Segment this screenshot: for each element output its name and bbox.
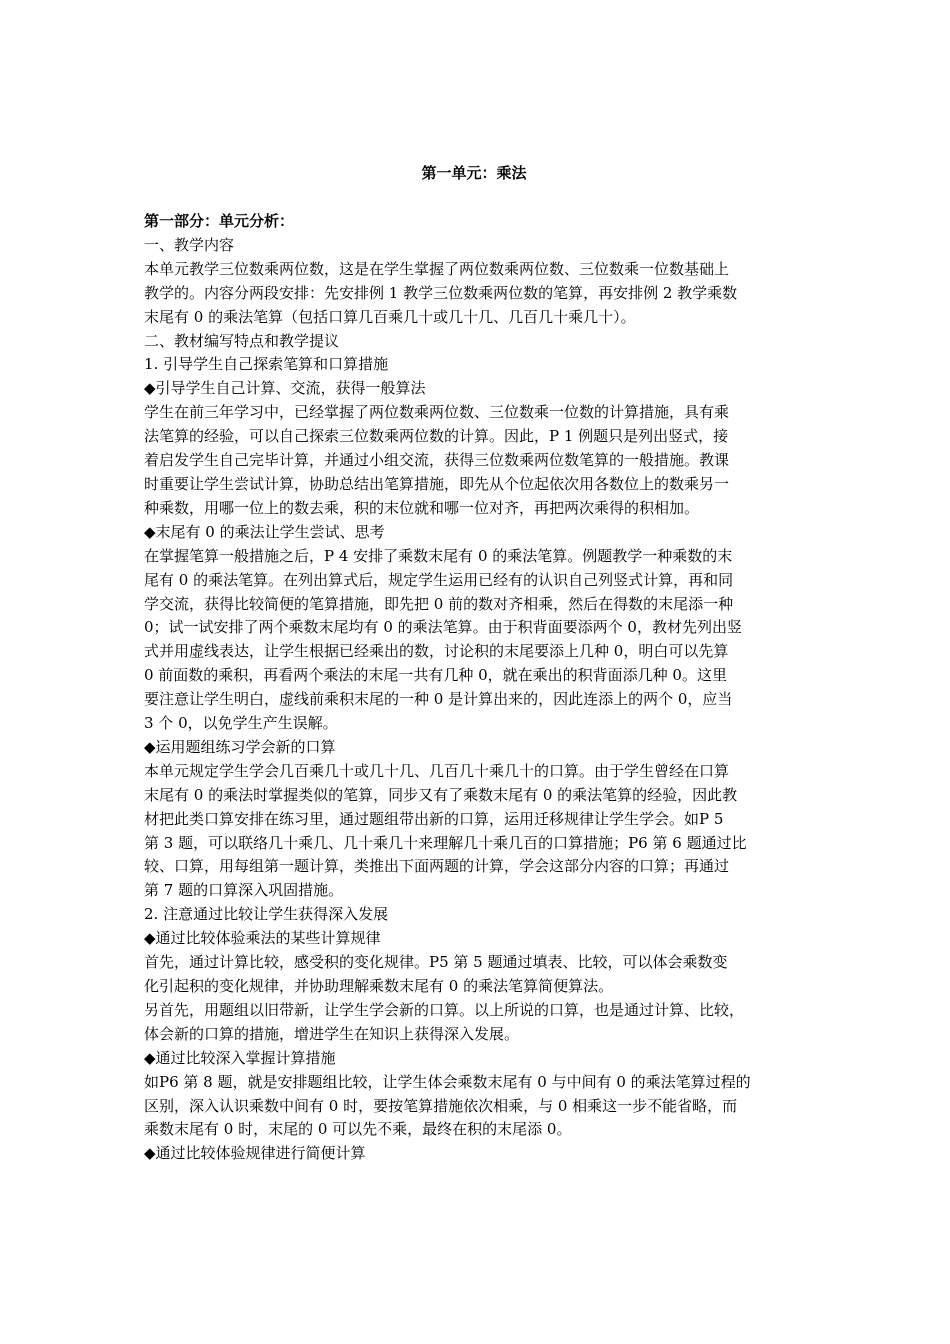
text-line: 一、教学内容 xyxy=(144,235,235,254)
text-line: 末尾有 0 的乘法笔算（包括口算几百乘几十或几十几、几百几十乘几十）。 xyxy=(144,307,636,326)
text-line: 如P6 第 8 题，就是安排题组比较，让学生体会乘数末尾有 0 与中间有 0 的乘法笔算过程的 xyxy=(144,1072,751,1091)
text-line: 0；试一试安排了两个乘数末尾均有 0 的乘法笔算。由于积背面要添两个 0，教材先列出竖 xyxy=(144,618,742,637)
text-line: 本单元规定学生学会几百乘几十或几十几、几百几十乘几十的口算。由于学生曾经在口算 xyxy=(144,761,730,780)
document-page xyxy=(144,160,804,1166)
text-line: ◆末尾有 0 的乘法让学生尝试、思考 xyxy=(144,522,385,541)
text-line: ◆通过比较体验乘法的某些计算规律 xyxy=(144,929,381,948)
text-line: 本单元教学三位数乘两位数，这是在学生掌握了两位数乘两位数、三位数乘一位数基础上 xyxy=(144,259,730,278)
text-line: 式并用虚线表达，让学生根据已经乘出的数，讨论积的末尾要添上几种 0，明白可以先算 xyxy=(144,642,729,661)
text-line: 材把此类口算安排在练习里，通过题组带出新的口算，运用迁移规律让学生学会。如P 5 xyxy=(144,809,724,828)
text-line: 着启发学生自己完毕计算，并通过小组交流，获得三位数乘两位数笔算的一般措施。教课 xyxy=(144,451,730,470)
text-line: 1. 引导学生自己探索笔算和口算措施 xyxy=(144,355,389,374)
text-line: 首先，通过计算比较，感受积的变化规律。P5 第 5 题通过填表、比较，可以体会乘数变 xyxy=(144,953,728,972)
text-line: ◆运用题组练习学会新的口算 xyxy=(144,737,336,756)
text-line: 法笔算的经验，可以自己探索三位数乘两位数的计算。因此，P 1 例题只是列出竖式，接 xyxy=(144,427,729,446)
text-line: 区别，深入认识乘数中间有 0 时，要按笔算措施依次相乘，与 0 相乘这一步不能省略，而 xyxy=(144,1096,738,1115)
section-heading: 第一部分：单元分析： xyxy=(144,212,295,230)
text-line: 第 3 题，可以联络几十乘几、几十乘几十来理解几十乘几百的口算措施；P6 第 6 题通过比 xyxy=(144,833,747,852)
text-line: ◆引导学生自己计算、交流，获得一般算法 xyxy=(144,379,426,398)
text-line: 时重要让学生尝试计算，协助总结出笔算措施，即先从个位起依次用各数位上的数乘另一 xyxy=(144,474,730,493)
text-line: 要注意让学生明白，虚线前乘积末尾的一种 0 是计算出来的，因此连添上的两个 0，应当 xyxy=(144,690,733,709)
text-line: 乘数末尾有 0 时，末尾的 0 可以先不乘，最终在积的末尾添 0。 xyxy=(144,1120,572,1139)
text-line: 二、教材编写特点和教学提议 xyxy=(144,331,340,350)
text-line: 种乘数，用哪一位上的数去乘，积的末位就和哪一位对齐，再把两次乘得的积相加。 xyxy=(144,498,700,517)
text-line: 末尾有 0 的乘法时掌握类似的笔算，同步又有了乘数末尾有 0 的乘法笔算的经验，因此教 xyxy=(144,785,738,804)
text-line: 第 7 题的口算深入巩固措施。 xyxy=(144,881,344,900)
text-line: 0 前面数的乘积，再看两个乘法的末尾一共有几种 0，就在乘出的积背面添几种 0。这里 xyxy=(144,666,727,685)
text-line: 另首先，用题组以旧带新，让学生学会新的口算。以上所说的口算，也是通过计算、比较， xyxy=(144,1000,745,1019)
text-line: 尾有 0 的乘法笔算。在列出算式后，规定学生运用已经有的认识自己列竖式计算，再和同 xyxy=(144,570,734,589)
text-line: 体会新的口算的措施，增进学生在知识上获得深入发展。 xyxy=(144,1024,520,1043)
document-body xyxy=(144,210,804,1166)
document-title: 第一单元：乘法 xyxy=(421,164,527,182)
text-line: 较、口算，用每组第一题计算，类推出下面两题的计算，学会这部分内容的口算；再通过 xyxy=(144,857,730,876)
text-line: 教学的。内容分两段安排：先安排例 1 教学三位数乘两位数的笔算，再安排例 2 教学乘数 xyxy=(144,283,738,302)
text-line: 在掌握笔算一般措施之后，P 4 安排了乘数末尾有 0 的乘法笔算。例题教学一种乘数的末 xyxy=(144,546,733,565)
text-line: 学生在前三年学习中，已经掌握了两位数乘两位数、三位数乘一位数的计算措施，具有乘 xyxy=(144,403,730,422)
text-line: 学交流，获得比较简便的笔算措施，即先把 0 前的数对齐相乘，然后在得数的末尾添一种 xyxy=(144,594,734,613)
text-line: 化引起积的变化规律，并协助理解乘数末尾有 0 的乘法笔算简便算法。 xyxy=(144,977,614,995)
text-line: 3 个 0，以免学生产生误解。 xyxy=(144,714,338,733)
text-line: ◆通过比较深入掌握计算措施 xyxy=(144,1048,336,1067)
text-line: 2. 注意通过比较让学生获得深入发展 xyxy=(144,905,389,924)
text-line: ◆通过比较体验规律进行简便计算 xyxy=(144,1144,366,1163)
